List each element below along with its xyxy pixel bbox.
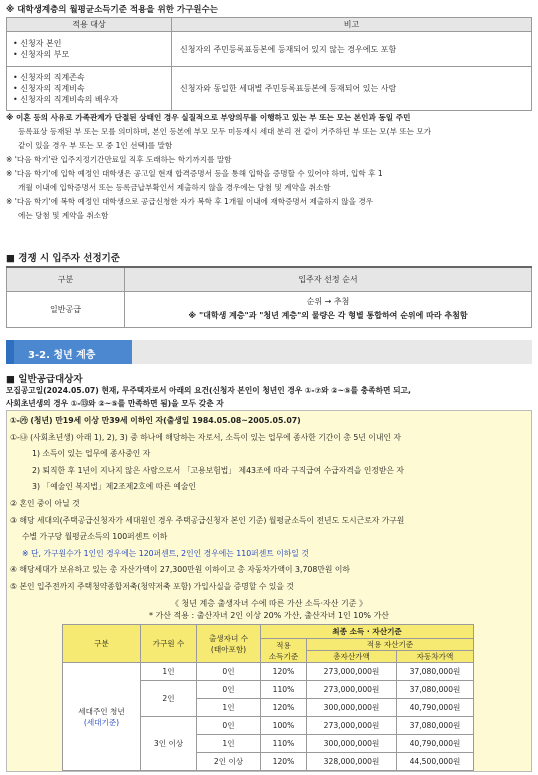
col-note: 비고 bbox=[172, 18, 532, 32]
competition-heading: ■ 경쟁 시 입주자 선정기준 bbox=[6, 253, 120, 264]
cell-members: 2인 bbox=[141, 681, 197, 717]
cell-asset: 273,000,000원 bbox=[307, 681, 397, 699]
cell-asset: 300,000,000원 bbox=[307, 699, 397, 717]
general-heading: ■ 일반공급대상자 bbox=[6, 374, 83, 385]
cell-births: 1인 bbox=[197, 699, 261, 717]
head-total-asset: 총자산가액 bbox=[307, 651, 397, 663]
req-sub: 3) 「예술인 복지법」제2조제2호에 따른 예술인 bbox=[32, 482, 196, 492]
target-item: • 신청자의 직계존속 bbox=[13, 73, 85, 82]
cell-income: 120% bbox=[261, 663, 307, 681]
cell-car: 44,500,000원 bbox=[397, 753, 474, 771]
intro-line: 사회초년생의 경우 ①-⑬와 ②~⑤를 만족하면 됨)을 모두 갖춘 자 bbox=[6, 399, 224, 408]
req-sub: 1) 소득이 있는 업무에 종사중인 자 bbox=[32, 449, 151, 459]
target-item: • 신청자의 부모 bbox=[13, 50, 70, 59]
note-line: ※ 이혼 등의 사유로 가족관계가 단절된 상태인 경우 실질적으로 부양의무를 이행하고 있는 부 또는 모는 본인과 동일 주민 bbox=[6, 113, 411, 122]
note-cell-2: 신청자와 동일한 세대별 주민등록표등본에 등재되어 있는 사람 bbox=[172, 67, 532, 111]
target-cell-2 bbox=[7, 67, 172, 111]
target-item: • 신청자 본인 bbox=[13, 39, 62, 48]
note-1 bbox=[6, 111, 534, 153]
cell-car: 37,080,000원 bbox=[397, 717, 474, 735]
cell-car: 37,080,000원 bbox=[397, 681, 474, 699]
req-income: ③ 해당 세대의(주택공급신청자가 세대원인 경우 주택공급신청자 본인 기준) 월평균소득이 전년도 도시근로자 가구원 bbox=[10, 515, 405, 525]
cell-members: 3인 이상 bbox=[141, 717, 197, 771]
order-cell bbox=[125, 291, 532, 327]
group-label-2: (세대기준) bbox=[83, 717, 120, 727]
head-gubun: 구분 bbox=[63, 625, 141, 663]
cell-members: 1인 bbox=[141, 663, 197, 681]
req-marriage: ② 혼인 중이 아닐 것 bbox=[10, 498, 80, 508]
head-asset: 적용 자산기준 bbox=[307, 639, 474, 651]
notes-block bbox=[6, 111, 534, 223]
col-target: 적용 대상 bbox=[7, 18, 172, 32]
note-3 bbox=[6, 167, 534, 195]
cell-income: 120% bbox=[261, 699, 307, 717]
criteria-table bbox=[62, 624, 474, 771]
cell-births: 0인 bbox=[197, 681, 261, 699]
table-row bbox=[63, 663, 474, 681]
note-4 bbox=[6, 195, 534, 223]
req-sub: 2) 퇴직한 후 1년이 지나지 않은 사람으로서 「고용보험법」 제43조에 따라 구직급여 수급자격을 인정받은 자 bbox=[32, 465, 404, 475]
target-item: • 신청자의 직계비속 bbox=[13, 84, 85, 93]
note-2 bbox=[6, 153, 534, 167]
cell-births: 1인 bbox=[197, 735, 261, 753]
col-order: 입주자 선정 순서 bbox=[125, 267, 532, 291]
req-starter: ①-㉯ (사회초년생) 아래 1), 2), 3) 중 하나에 해당하는 자로서, 소득이 있는 업무에 종사한 기간이 총 5년 이내인 자 bbox=[10, 432, 401, 442]
order-note: ※ "대학생 계층"과 "청년 계층"의 물량은 각 형별 통합하여 순위에 따라 추첨함 bbox=[188, 311, 468, 320]
cell-asset: 273,000,000원 bbox=[307, 663, 397, 681]
cell-births: 0인 bbox=[197, 663, 261, 681]
note-cell-1: 신청자의 주민등록표등본에 등재되어 있지 않는 경우에도 포함 bbox=[172, 32, 532, 67]
cell-income: 100% bbox=[261, 717, 307, 735]
note-line: 에는 당첨 및 계약을 취소함 bbox=[18, 211, 109, 220]
head-births: 출생자녀 수 (태아포함) bbox=[197, 625, 261, 663]
requirements-list bbox=[10, 413, 530, 596]
req-assets: ④ 해당세대가 보유하고 있는 총 자산가액이 27,300만원 이하이고 총 자동차가액이 3,708만원 이하 bbox=[10, 565, 350, 575]
target-cell-1 bbox=[7, 32, 172, 67]
cell-asset: 273,000,000원 bbox=[307, 717, 397, 735]
group-label bbox=[63, 663, 141, 771]
head-car: 자동차가액 bbox=[397, 651, 474, 663]
target-item: • 신청자의 직계비속의 배우자 bbox=[13, 95, 119, 104]
col-gubun: 구분 bbox=[7, 267, 125, 291]
section-accent bbox=[6, 340, 14, 364]
cell-income: 110% bbox=[261, 735, 307, 753]
cell-births: 0인 bbox=[197, 717, 261, 735]
cell-car: 40,790,000원 bbox=[397, 699, 474, 717]
competition-table bbox=[6, 266, 532, 328]
note-line: 같이 있을 경우 부 또는 모 중 1인 선택)를 말함 bbox=[18, 141, 173, 150]
cell-income: 120% bbox=[261, 753, 307, 771]
note-line: ※ '다음 학기'란 입주지정기간만료일 직후 도래하는 학기까지를 말함 bbox=[6, 155, 232, 164]
note-line: ※ '다음 학기'에 입학 예정인 대학생은 공고일 현재 합격증명서 등을 통해 입학을 증명할 수 있어야 하며, 입학 후 1 bbox=[6, 169, 383, 178]
note-line: 등록표상 등재된 부 또는 모를 의미하며, 본인 등본에 부모 모두 미등재시 세대 분리 전 같이 거주하던 부 또는 모(부 또는 모가 bbox=[18, 127, 432, 136]
note-line: 개월 이내에 입학증명서 또는 등록금납부확인서 제출하지 않을 경우에는 당첨 및 계약을 취소함 bbox=[18, 183, 331, 192]
section-title: 3-2. 청년 계층 bbox=[28, 350, 96, 361]
general-intro bbox=[6, 384, 536, 410]
note-line: ※ '다음 학기'에 복학 예정인 대학생으로 공급신청한 자가 복학 후 1개월 이내에 재학증명서 제출하지 않을 경우 bbox=[6, 197, 374, 206]
group-label-1: 세대주인 청년 bbox=[78, 706, 125, 716]
cell-asset: 328,000,000원 bbox=[307, 753, 397, 771]
intro-line: 모집공고일(2024.05.07) 현재, 무주택자로서 아래의 요건(신청자 본인이 청년인 경우 ①-⑦와 ②~⑤를 충족하면 되고, bbox=[6, 386, 411, 395]
cell-asset: 300,000,000원 bbox=[307, 735, 397, 753]
eligibility-heading: ※ 대학생계층의 월평균소득기준 적용을 위한 가구원수는 bbox=[6, 5, 218, 15]
criteria-subtitle: * 가산 적용 : 출산자녀 2인 이상 20% 가산, 출산자녀 1인 10% 가산 bbox=[148, 611, 390, 620]
head-criteria: 최종 소득 · 자산기준 bbox=[261, 625, 474, 639]
req-income-cont: 수별 가구당 월평균소득의 100퍼센트 이하 bbox=[22, 532, 168, 542]
req-savings: ⑤ 본인 입주전까지 주택청약종합저축(청약저축 포함) 가입사실을 증명할 수 있을 것 bbox=[10, 581, 294, 591]
cell-income: 110% bbox=[261, 681, 307, 699]
req-income-note: ※ 단, 가구원수가 1인인 경우에는 120퍼센트, 2인인 경우에는 110퍼센트 이하일 것 bbox=[22, 548, 309, 558]
head-income: 적용 소득기준 bbox=[261, 639, 307, 663]
order-text: 순위 → 추첨 bbox=[306, 297, 350, 306]
cell-car: 37,080,000원 bbox=[397, 663, 474, 681]
section-bar bbox=[6, 340, 532, 364]
criteria-title: 《 청년 계층 출생자녀 수에 따른 가산 소득·자산 기준 》 bbox=[171, 599, 367, 608]
head-members: 가구원 수 bbox=[141, 625, 197, 663]
cell-car: 40,790,000원 bbox=[397, 735, 474, 753]
household-criteria-table bbox=[6, 17, 532, 111]
cell-births: 2인 이상 bbox=[197, 753, 261, 771]
row-general: 일반공급 bbox=[7, 291, 125, 327]
req-youth: ①-㉮ (청년) 만19세 이상 만39세 이하인 자(출생일 1984.05.08~2005.05.07) bbox=[10, 416, 301, 425]
